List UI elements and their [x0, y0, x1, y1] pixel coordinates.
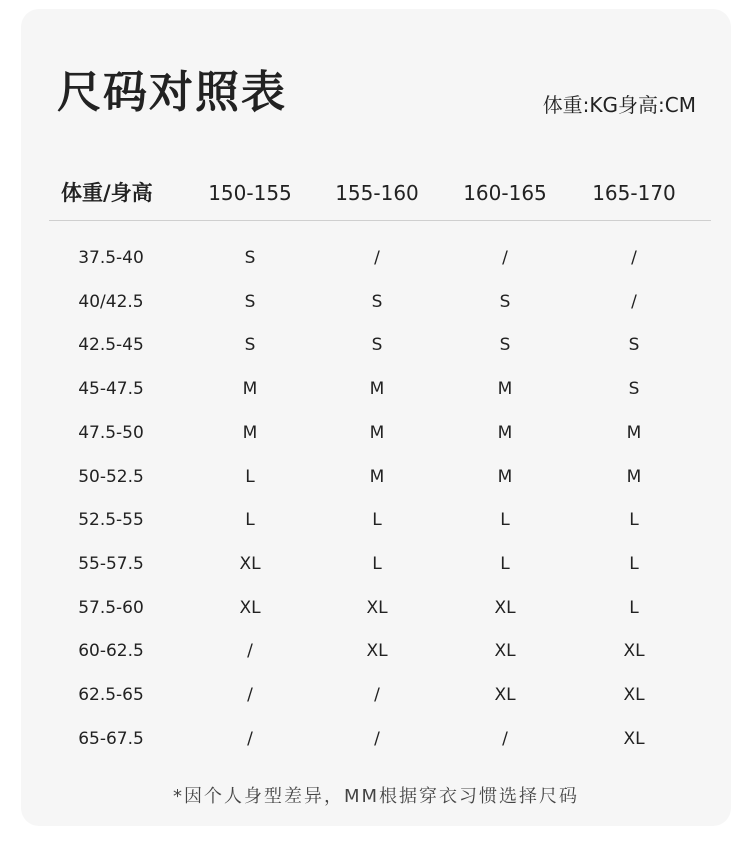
- weight-range-cell: 55-57.5: [78, 553, 144, 574]
- size-cell: L: [500, 510, 510, 531]
- size-cell: /: [631, 291, 637, 312]
- size-cell: XL: [239, 597, 261, 618]
- size-chart-card: [21, 9, 731, 826]
- size-cell: M: [497, 379, 513, 400]
- size-cell: M: [626, 466, 642, 487]
- size-cell: L: [245, 466, 255, 487]
- size-cell: S: [244, 291, 256, 312]
- size-cell: S: [244, 335, 256, 356]
- size-cell: XL: [623, 641, 645, 662]
- header-divider: [49, 220, 711, 221]
- size-cell: /: [502, 728, 508, 749]
- table-header: [21, 178, 731, 208]
- size-cell: L: [500, 553, 510, 574]
- size-cell: /: [374, 248, 380, 268]
- size-cell: S: [244, 248, 256, 268]
- size-cell: M: [497, 422, 513, 443]
- size-cell: XL: [494, 597, 516, 618]
- size-cell: S: [628, 335, 640, 356]
- unit-note: 体重:KG身高:CM: [542, 93, 696, 117]
- size-cell: /: [247, 685, 253, 705]
- weight-range-cell: 65-67.5: [78, 728, 144, 749]
- size-cell: M: [369, 422, 385, 443]
- weight-range-cell: 62.5-65: [78, 685, 144, 705]
- weight-range-cell: 50-52.5: [78, 466, 144, 487]
- size-cell: XL: [239, 553, 261, 574]
- size-cell: /: [247, 641, 253, 662]
- size-cell: /: [374, 685, 380, 705]
- size-cell: /: [631, 248, 637, 268]
- table-row: [21, 462, 731, 492]
- weight-range-cell: 42.5-45: [78, 335, 144, 356]
- size-cell: /: [247, 728, 253, 749]
- size-cell: S: [371, 291, 383, 312]
- size-cell: L: [372, 553, 382, 574]
- size-cell: /: [502, 248, 508, 268]
- size-cell: M: [242, 422, 258, 443]
- page-title: 尺码对照表: [57, 67, 287, 118]
- size-cell: L: [629, 597, 639, 618]
- table-row: [21, 418, 731, 448]
- weight-range-cell: 37.5-40: [78, 248, 144, 268]
- size-cell: XL: [494, 641, 516, 662]
- height-range-header: 165-170: [592, 181, 676, 205]
- table-row: [21, 243, 731, 273]
- table-row: [21, 593, 731, 623]
- corner-label: 体重/身高: [61, 181, 153, 205]
- table-row: [21, 549, 731, 579]
- weight-range-cell: 40/42.5: [78, 291, 144, 312]
- size-cell: S: [499, 291, 511, 312]
- footnote: *因个人身型差异，MM根据穿衣习惯选择尺码: [172, 786, 580, 807]
- height-range-header: 155-160: [335, 181, 419, 205]
- height-range-header: 160-165: [463, 181, 547, 205]
- size-cell: M: [626, 422, 642, 443]
- size-cell: M: [242, 379, 258, 400]
- size-cell: XL: [623, 685, 645, 705]
- table-row: [21, 330, 731, 360]
- table-row: [21, 287, 731, 317]
- table-row: [21, 636, 731, 666]
- size-cell: S: [499, 335, 511, 356]
- size-cell: L: [372, 510, 382, 531]
- table-row: [21, 724, 731, 754]
- height-range-header: 150-155: [208, 181, 292, 205]
- size-cell: L: [629, 553, 639, 574]
- size-cell: M: [369, 379, 385, 400]
- table-row: [21, 680, 731, 710]
- size-cell: /: [374, 728, 380, 749]
- table-row: [21, 374, 731, 404]
- size-cell: M: [369, 466, 385, 487]
- size-cell: L: [629, 510, 639, 531]
- size-cell: M: [497, 466, 513, 487]
- size-cell: L: [245, 510, 255, 531]
- weight-range-cell: 57.5-60: [78, 597, 144, 618]
- size-cell: XL: [623, 728, 645, 749]
- size-cell: XL: [366, 597, 388, 618]
- weight-range-cell: 52.5-55: [78, 510, 144, 531]
- size-cell: S: [371, 335, 383, 356]
- weight-range-cell: 45-47.5: [78, 379, 144, 400]
- weight-range-cell: 60-62.5: [78, 641, 144, 662]
- size-cell: S: [628, 379, 640, 400]
- size-cell: XL: [494, 685, 516, 705]
- weight-range-cell: 47.5-50: [78, 422, 144, 443]
- table-row: [21, 505, 731, 535]
- size-cell: XL: [366, 641, 388, 662]
